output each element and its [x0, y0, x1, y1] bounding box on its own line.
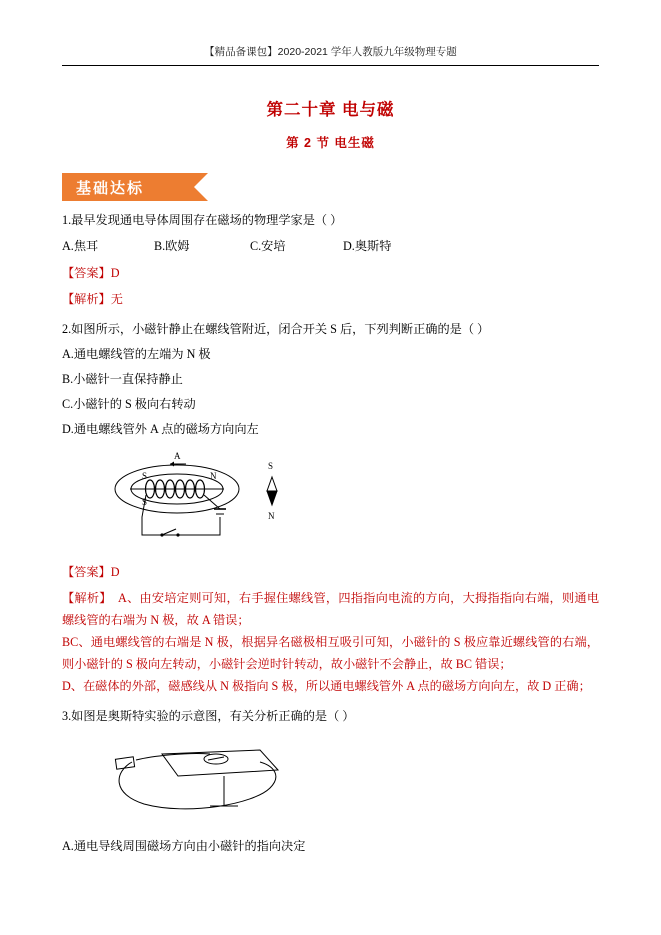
question-2-analysis-p1: A、由安培定则可知，右手握住螺线管，四指指向电流的方向，大拇指指向右端，则通电螺线管的右端为 N 极，故 A 错误； — [62, 591, 600, 627]
question-3-option-a: A.通电导线周围磁场方向由小磁针的指向决定 — [62, 839, 306, 853]
question-1-analysis — [62, 288, 599, 310]
question-1-answer-label: 【答案】 — [62, 266, 111, 280]
svg-text:S: S — [142, 471, 148, 481]
question-2-choice-c: C.小磁针的 S 极向右转动 — [62, 397, 196, 411]
question-2-choice-d: D.通电螺线管外 A 点的磁场方向向左 — [62, 422, 259, 436]
svg-text:S: S — [268, 461, 274, 471]
page-header: 【精品备课包】2020-2021 学年人教版九年级物理专题 — [204, 46, 457, 58]
question-2-stem: 2.如图所示，小磁针静止在螺线管附近，闭合开关 S 后，下列判断正确的是（ ） — [62, 322, 490, 336]
question-1-analysis-value: 无 — [110, 292, 123, 306]
question-2-analysis-line-1 — [62, 587, 599, 631]
question-2-analysis-p2: BC、通电螺线管的右端是 N 极，根据异名磁极相互吸引可知，小磁针的 S 极应靠近螺线管的右端，则小磁针的 S 极向左转动，小磁针会逆时针转动，故小磁针不会静止，故 BC 错误； — [62, 635, 599, 671]
question-1-answer — [62, 262, 599, 284]
svg-text:A: A — [174, 451, 181, 461]
question-2-analysis — [62, 587, 599, 697]
banner-label: 基础达标 — [76, 180, 145, 197]
question-1-option-c: C.安培 — [250, 239, 286, 253]
question-2-answer-value: D — [110, 565, 120, 579]
question-1-analysis-label: 【解析】 — [62, 292, 111, 306]
question-3-stem: 3.如图是奥斯特实验的示意图，有关分析正确的是（ ） — [62, 709, 355, 723]
section-banner — [62, 173, 232, 201]
section-title: 第 2 节 电生磁 — [286, 136, 375, 150]
question-2-analysis-label: 【解析】 — [62, 591, 106, 605]
svg-text:N: N — [210, 471, 217, 481]
question-2-choice-b: B.小磁针一直保持静止 — [62, 372, 183, 386]
question-2-choice-a: A.通电螺线管的左端为 N 极 — [62, 347, 211, 361]
question-1-answer-value: D — [110, 266, 120, 280]
svg-text:N: N — [268, 511, 275, 521]
question-2-analysis-p3: D、在磁体的外部，磁感线从 N 极指向 S 极，所以通电螺线管外 A 点的磁场方向向左，故 D 正确； — [62, 679, 591, 693]
question-1-option-d: D.奥斯特 — [343, 239, 392, 253]
question-1-option-a: A.焦耳 — [62, 239, 99, 253]
question-1-options — [62, 235, 599, 258]
question-2-answer-label: 【答案】 — [62, 565, 111, 579]
svg-text:S: S — [142, 497, 148, 507]
chapter-title: 第二十章 电与磁 — [266, 101, 395, 119]
header-divider — [62, 65, 599, 66]
question-2-answer — [62, 561, 599, 583]
banner-arrow — [194, 173, 208, 201]
oersted-experiment-diagram — [92, 732, 599, 829]
question-1-stem: 1.最早发现通电导体周围存在磁场的物理学家是（ ） — [62, 213, 343, 227]
question-1-option-b: B.欧姆 — [154, 239, 190, 253]
solenoid-compass-diagram — [102, 447, 599, 557]
